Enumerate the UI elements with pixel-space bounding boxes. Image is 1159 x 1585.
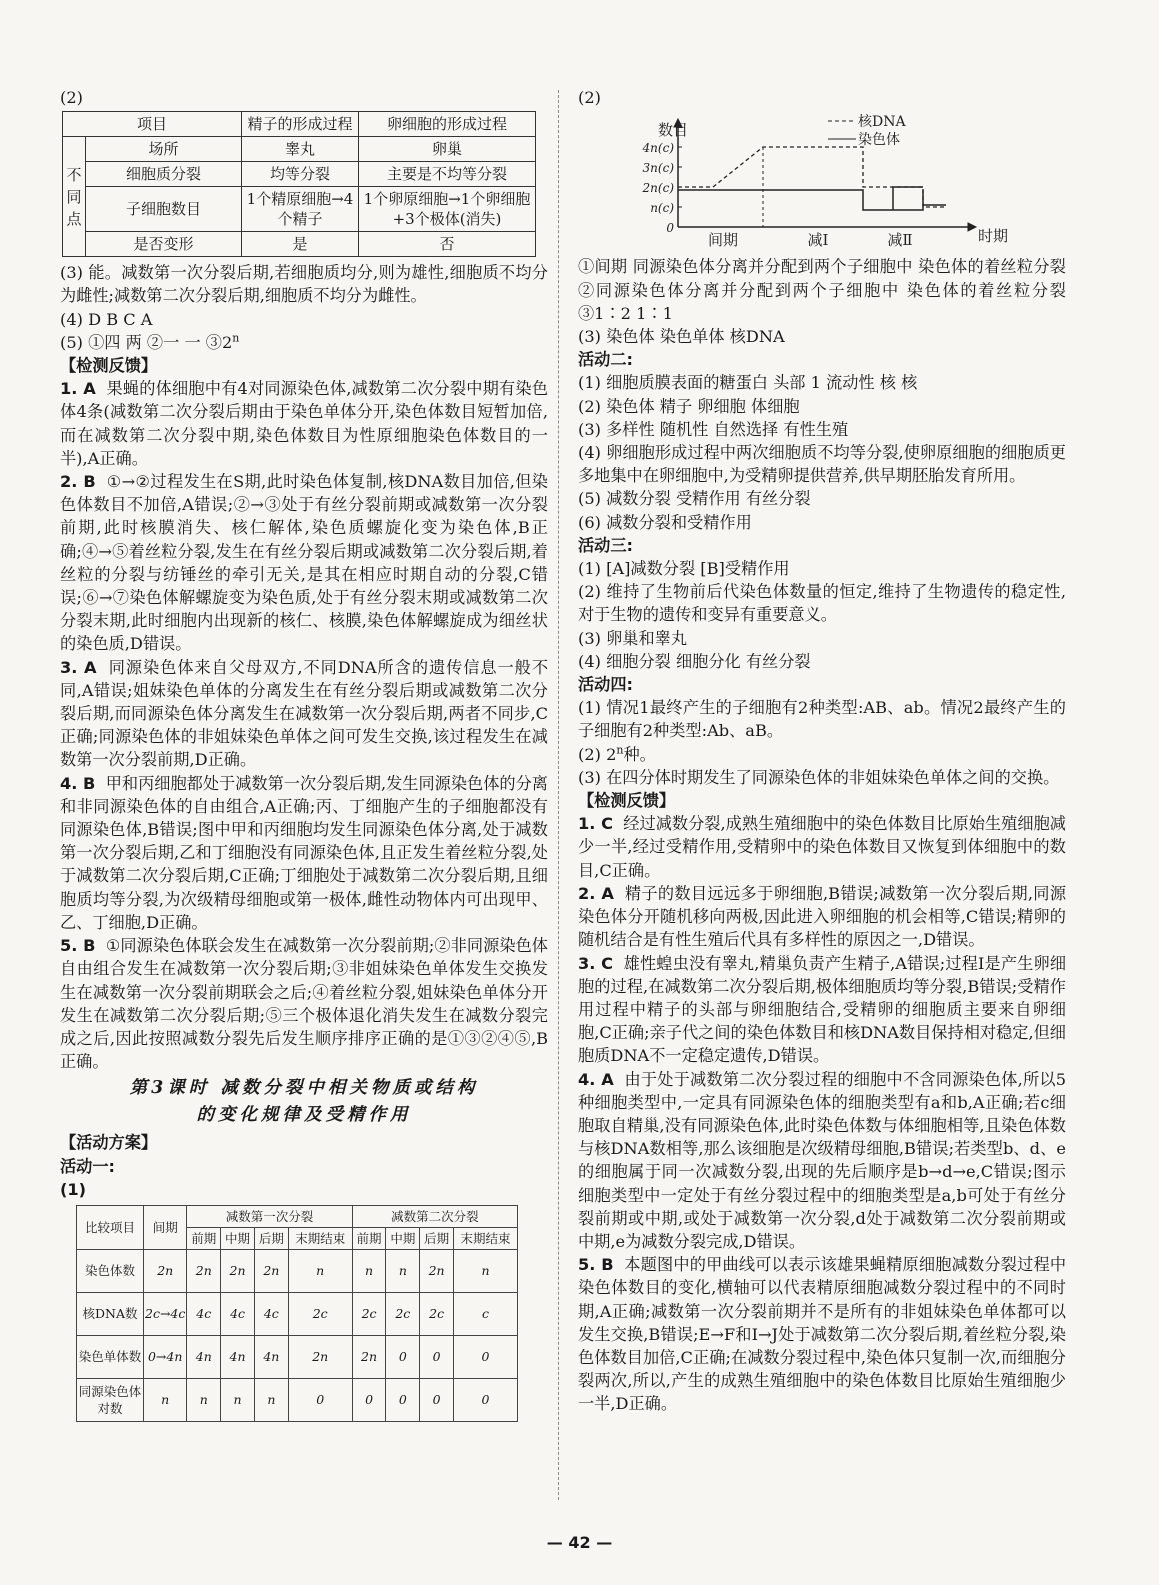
x-tick-label: 间期 [707,231,739,250]
t2-cell: 0 [454,1335,518,1378]
t2-row-label: 染色体数 [77,1249,144,1292]
answer-item: 3. A 同源染色体来自父母双方,不同DNA所含的遗传信息一般不同,A错误;姐妹染色单体的分离发生在有丝分裂后期或减数第二次分裂后期,而同源染色体分离发生在减数第一次分裂后期,两者不同步,C正确;同源染色体的非姐妹染色单体之间可发生交换,该过程发生在减数第一次分裂前期,D正确。 [60,657,549,770]
part3: (3) 能。减数第一次分裂后期,若细胞质均分,则为雄性,细胞质不均分为雌性;减数第二次分裂后期,细胞质不均分为雌性。 [60,263,548,306]
answer-item: 4. A 由于处于减数第二次分裂过程的细胞中不含同源染色体,所以5种细胞类型中,一定具有同源染色体的细胞类型有a和b,A正确;若c细胞取自精巢,没有同源染色体,此时染色体数与体细胞相等,且染色体数与核DNA数相等,那么该细胞是次级精母细胞,B错误;若类型b、d、e的细胞属于同一次减数分裂,出现的先后顺序是b→d→e,C错误;图示细胞类型中一定处于有丝分裂过程中的细胞类型是a,b可处于有丝分裂前期或中期,或处于减数第一次分裂,d处于减数第二次分裂前期或中期,e为减数分裂完成,D错误。 [578,1069,1067,1251]
activity-1-sub: (1) [60,1179,87,1199]
t2-row-label: 同源染色体对数 [77,1378,144,1421]
t2-subheader: 后期 [420,1227,454,1249]
act4-line: (3) 在四分体时期发生了同源染色体的非姐妹染色单体之间的交换。 [578,767,1060,787]
t2-cell: 4c [187,1292,221,1335]
t1-cell: 1个精原细胞→4个精子 [242,187,359,232]
act3-line: (3) 卵巢和睾丸 [578,628,688,648]
t1-cell: 主要是不均等分裂 [359,162,536,187]
answer-item: 4. B 甲和丙细胞都处于减数第一次分裂后期,发生同源染色体的分离和非同源染色体的自由组合,A正确;丙、丁细胞产生的子细胞都没有同源染色体,B错误;图中甲和丙细胞均发生同源染色体分离,处于减数第一次分裂后期,乙和丁细胞没有同源染色体,且正发生着丝粒分裂,处于减数第二次分裂后期,C正确;丁细胞处于减数第二次分裂后期,且细胞质均等分裂,为次级精母细胞或第一极体,雌性动物体内可出现甲、乙、丁细胞,D正确。 [60,773,548,932]
t2-subheader: 前期 [352,1227,386,1249]
answer-para: (3) 染色体 染色单体 核DNA [578,327,785,347]
t1-head: 项目 [63,112,242,137]
t2-cell: n [254,1378,288,1421]
t2-corner: 比较项目 [77,1205,144,1249]
answer-item: 2. A 精子的数目远远多于卵细胞,B错误;减数第一次分裂后期,同源染色体分开随机移向两极,因此进入卵细胞的机会相等,C错误;精卵的随机结合是有性生殖后代具有多样性的原因之一,D错误。 [578,883,1067,950]
act3-line: (1) [A]减数分裂 [B]受精作用 [578,559,790,579]
t1-head: 精子的形成过程 [242,112,359,137]
t1-cell: 是 [242,232,359,257]
y-tick-label: 0 [666,221,674,236]
t2-row [77,1249,518,1292]
act2-line: (5) 减数分裂 受精作用 有丝分裂 [578,489,811,509]
t2-cell: 2n [352,1335,386,1378]
t2-cell: n [144,1378,187,1421]
t2-cell: 0→4n [144,1335,187,1378]
act4-line: (1) 情况1最终产生的子细胞有2种类型:AB、ab。情况2最终产生的子细胞有2种类型:Ab、aB。 [578,698,1066,741]
t2-cell: n [386,1249,420,1292]
legend-dna-label: 核DNA [858,114,906,131]
t2-cell: 4c [221,1292,255,1335]
t2-cell: 2n [254,1249,288,1292]
t2-cell: 2c [386,1292,420,1335]
t2-cell: 0 [288,1378,352,1421]
x-tick-label: 减Ⅰ [807,231,829,250]
activity-3-label: 活动三: [578,535,634,555]
t1-cell: 1个卵原细胞→1个卵细胞+3个极体(消失) [359,187,536,232]
chromosome-dna-chart [578,109,1066,249]
y-axis-label: 数目 [658,121,689,140]
t2-subheader: 末期结束 [288,1227,352,1249]
t2-interphase: 间期 [144,1205,187,1249]
feedback-heading: 【检测反馈】 [578,791,676,811]
column-divider [558,90,559,1500]
answer-item: 3. C 雄性蝗虫没有睾丸,精巢负责产生精子,A错误;过程Ⅰ是产生卵细胞的过程,在减数第二次分裂后期,极体细胞质均等分裂,B错误;受精作用过程中精子的头部与卵细胞结合,受精卵的细胞质主要来自卵细胞,C正确;亲子代之间的染色体数目和核DNA数目保持相对稳定,但细胞质DNA不一定稳定遗传,D错误。 [578,953,1067,1066]
t2-row [77,1378,518,1421]
t2-subheader: 末期结束 [454,1227,518,1249]
t1-cell: 细胞质分裂 [86,162,242,187]
t2-cell: c [454,1292,518,1335]
t2-cell: n [221,1378,255,1421]
y-tick-label: 3n(c) [642,161,674,176]
t2-cell: n [288,1249,352,1292]
left-column [60,86,548,1422]
t1-cell: 是否变形 [86,232,242,257]
y-tick-label: 4n(c) [642,141,674,156]
act4-line: (2) 2$^n$种。 [578,743,656,764]
right-column [578,86,1066,1416]
gamete-comparison-table [62,111,536,257]
part4: (4) D B C A [60,309,153,329]
answer-item: 1. C 经过减数分裂,成熟生殖细胞中的染色体数目比原始生殖细胞减少一半,经过受精作用,受精卵中的染色体数目又恢复到体细胞中的数目,C正确。 [578,814,1066,880]
chromosome-series-line [678,190,946,210]
t1-head: 卵细胞的形成过程 [359,112,536,137]
answer-item: 5. B 本题图中的甲曲线可以表示该雄果蝇精原细胞减数分裂过程中染色体数目的变化,横轴可以代表精原细胞减数分裂过程中的不同时期,A正确;减数第一次分裂前期并不是所有的非姐妹染色单体都可以发生交换,B错误;E→F和I→J处于减数第二次分裂后期,着丝粒分裂,染色体数目加倍,C正确;在减数分裂过程中,染色体只复制一次,而细胞分裂两次,所以,产生的成熟生殖细胞中的染色体数目比原始生殖细胞少一半,D正确。 [578,1255,1067,1414]
answer-item: 2. B ①→②过程发生在S期,此时染色体复制,核DNA数目加倍,但染色体数目不加倍,A错误;②→③处于有丝分裂前期或减数第一次分裂前期,此时核膜消失、核仁解体,染色质螺旋化变为染色体,B正确;④→⑤着丝粒分裂,发生在有丝分裂后期或减数第二次分裂后期,着丝粒的分裂与纺锤丝的牵引无关,是其在相应时期自动的分裂,C错误;⑥→⑦染色体解螺旋变为染色质,处于有丝分裂末期或减数第二次分裂末期,此时细胞内出现新的核仁、核膜,染色体解螺旋成为细丝状的染色质,D错误。 [60,472,548,654]
t2-cell: 0 [454,1378,518,1421]
dna-series-line [678,147,946,207]
t1-cell: 否 [359,232,536,257]
t2-row [77,1335,518,1378]
t2-cell: 2n [221,1249,255,1292]
t2-cell: n [352,1249,386,1292]
act3-line: (2) 维持了生物前后代染色体数量的恒定,维持了生物遗传的稳定性,对于生物的遗传和变异有重要意义。 [578,582,1066,625]
answer-item: 1. A 果蝇的体细胞中有4对同源染色体,减数第二次分裂中期有染色体4条(减数第二次分裂后期由于染色单体分开,染色体数目短暂加倍,而在减数第二次分裂中期,染色体数目为性原细胞染色体数目的一半),A正确。 [60,379,549,468]
t2-cell: 4c [254,1292,288,1335]
t2-row [77,1292,518,1335]
t1-cell: 子细胞数目 [86,187,242,232]
t1-cell: 睾丸 [242,137,359,162]
t2-cell: 4n [254,1335,288,1378]
x-axis-label: 时期 [978,227,1009,246]
part5: (5) ①四 两 ②一 一 ③2$^n$ [60,331,240,352]
t2-cell: 4n [187,1335,221,1378]
x-tick-label: 减Ⅱ [887,231,913,250]
t2-row-label: 染色单体数 [77,1335,144,1378]
t1-group: 不同点 [63,137,86,257]
t2-cell: 2c→4c [144,1292,187,1335]
t2-cell: n [187,1378,221,1421]
plan-heading: 【活动方案】 [60,1133,158,1153]
t2-cell: 2c [352,1292,386,1335]
t1-cell: 场所 [86,137,242,162]
t2-cell: 2n [187,1249,221,1292]
page-number: — 42 — [546,1533,613,1552]
activity-1-label: 活动一: [60,1156,116,1176]
t2-row-label: 核DNA数 [77,1292,144,1335]
answer-item: 5. B ①同源染色体联会发生在减数第一次分裂前期;②非同源染色体自由组合发生在减数第一次分裂后期;③非姐妹染色单体发生交换发生在减数第一次分裂前期联会之后;④着丝粒分裂,姐妹染色单体分开发生在减数第二次分裂后期;⑤三个极体退化消失发生在减数分裂完成之后,因此按照减数分裂先后发生顺序排序正确的是①③②④⑤,B正确。 [60,936,548,1072]
act2-line: (1) 细胞质膜表面的糖蛋白 头部 1 流动性 核 核 [578,373,918,393]
act2-line: (6) 减数分裂和受精作用 [578,512,752,532]
legend-chromosome-label: 染色体 [858,132,900,149]
act2-line: (2) 染色体 精子 卵细胞 体细胞 [578,396,800,416]
part2-label: (2) [60,88,83,107]
activity-2-label: 活动二: [578,350,634,370]
t2-meiosis1: 减数第一次分裂 [187,1205,352,1227]
t1-cell: 卵巢 [359,137,536,162]
t2-cell: 2n [420,1249,454,1292]
t2-cell: 2c [420,1292,454,1335]
lesson-title: 第3课时 减数分裂中相关物质或结构 的变化规律及受精作用 [129,1078,479,1126]
y-tick-label: n(c) [650,201,674,216]
t1-cell: 均等分裂 [242,162,359,187]
chromosome-series-spike [893,187,923,210]
t2-meiosis2: 减数第二次分裂 [352,1205,517,1227]
meiosis-quantity-table [76,1205,518,1422]
t2-cell: 0 [420,1378,454,1421]
t2-cell: 0 [420,1335,454,1378]
part2-label: (2) [578,88,601,107]
t2-cell: 0 [386,1378,420,1421]
t2-cell: 4n [221,1335,255,1378]
t2-cell: 2c [288,1292,352,1335]
act3-line: (4) 细胞分裂 细胞分化 有丝分裂 [578,651,811,671]
t2-cell: 0 [352,1378,386,1421]
t2-cell: 2n [288,1335,352,1378]
answer-para: ①间期 同源染色体分离并分配到两个子细胞中 染色体的着丝粒分裂 ②同源染色体分离并分配到两个子细胞中 染色体的着丝粒分裂 ③1∶2 1∶1 [578,257,1066,323]
feedback-heading: 【检测反馈】 [60,356,158,376]
activity-4-label: 活动四: [578,675,634,695]
t2-cell: n [454,1249,518,1292]
t2-subheader: 中期 [386,1227,420,1249]
x-axis-arrow [968,223,976,231]
act2-line: (4) 卵细胞形成过程中两次细胞质不均等分裂,使卵原细胞的细胞质更多地集中在卵细胞中,为受精卵提供营养,供早期胚胎发育所用。 [578,443,1066,486]
t2-subheader: 前期 [187,1227,221,1249]
t2-cell: 0 [386,1335,420,1378]
act2-line: (3) 多样性 随机性 自然选择 有性生殖 [578,419,849,439]
t2-cell: 2n [144,1249,187,1292]
t2-subheader: 后期 [254,1227,288,1249]
y-tick-label: 2n(c) [642,181,674,196]
t2-subheader: 中期 [221,1227,255,1249]
